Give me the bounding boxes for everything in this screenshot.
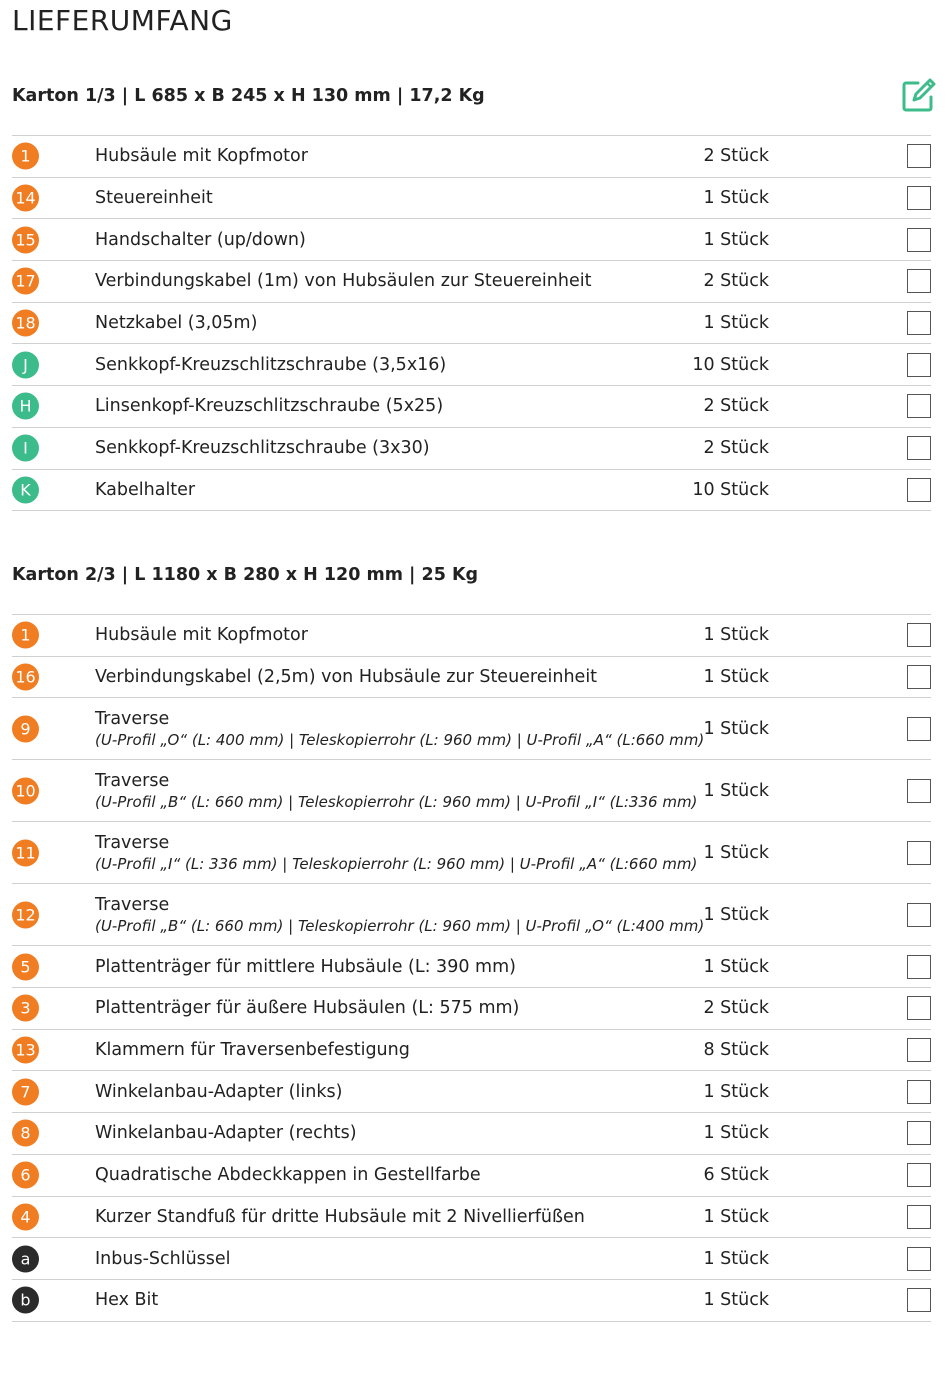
item-quantity: 1 Stück [703,667,769,688]
item-name-label: Senkkopf-Kreuzschlitzschraube (3x30) [95,438,430,459]
table-row [12,946,931,988]
item-name-label: Traverse [95,708,170,729]
table-row [12,1155,931,1197]
item-checkbox[interactable] [907,186,931,210]
item-name [95,271,591,291]
item-quantity: 2 Stück [703,146,769,167]
item-name [95,1290,158,1310]
item-number-badge: H [12,393,39,420]
item-number-badge: I [12,435,39,462]
item-name-label: Winkelanbau-Adapter (rechts) [95,1123,357,1144]
table-row [12,988,931,1030]
item-name [95,1082,342,1102]
item-checkbox[interactable] [907,1205,931,1229]
table-row [12,822,931,884]
item-checkbox[interactable] [907,269,931,293]
item-name-label: Winkelanbau-Adapter (links) [95,1081,343,1102]
item-checkbox[interactable] [907,478,931,502]
item-name-label: Handschalter (up/down) [95,229,306,250]
item-name [95,1165,481,1185]
table-row [12,303,931,345]
item-name-label: Hex Bit [95,1290,159,1311]
item-quantity: 6 Stück [703,1165,769,1186]
item-name-label: Verbindungskabel (2,5m) von Hubsäule zur Steuereinheit [95,667,598,688]
item-name-label: Kabelhalter [95,479,196,500]
table-row [12,760,931,822]
item-quantity: 1 Stück [703,1081,769,1102]
item-quantity: 1 Stück [703,1123,769,1144]
item-checkbox[interactable] [907,353,931,377]
item-name-label: Plattenträger für mittlere Hubsäule (L: 390 mm) [95,956,516,977]
item-quantity: 2 Stück [703,271,769,292]
item-name [95,146,308,166]
item-name-label: Hubsäule mit Kopfmotor [95,146,308,167]
item-name [95,438,430,458]
item-name [95,1123,357,1143]
item-number-badge: b [12,1287,39,1314]
item-name [95,230,306,250]
item-checkbox[interactable] [907,394,931,418]
item-detail: (U-Profil „B“ (L: 660 mm) | Teleskopierrohr (L: 960 mm) | U-Profil „O“ (L:400 mm) [95,916,705,935]
item-name-label: Plattenträger für äußere Hubsäulen (L: 575 mm) [95,998,520,1019]
item-number-badge: 1 [12,143,39,170]
item-quantity: 2 Stück [703,998,769,1019]
table-row [12,470,931,512]
item-number-badge: 6 [12,1162,39,1189]
table-row [12,1238,931,1280]
item-quantity: 1 Stück [703,956,769,977]
item-checkbox[interactable] [907,996,931,1020]
item-checkbox[interactable] [907,1288,931,1312]
table-row [12,1030,931,1072]
item-quantity: 8 Stück [703,1040,769,1061]
table-row [12,1197,931,1239]
item-name [95,313,257,333]
item-number-badge: 3 [12,995,39,1022]
item-name [95,396,443,416]
item-number-badge: 4 [12,1203,39,1230]
item-name-label: Linsenkopf-Kreuzschlitzschraube (5x25) [95,396,444,417]
item-checkbox[interactable] [907,841,931,865]
item-name-label: Hubsäule mit Kopfmotor [95,625,308,646]
item-checkbox[interactable] [907,436,931,460]
item-name [95,957,516,977]
item-name-label: Steuereinheit [95,188,213,209]
item-number-badge: 11 [12,839,39,866]
item-name-label: Traverse [95,770,170,791]
item-checkbox[interactable] [907,311,931,335]
section-karton-2 [12,557,931,1322]
item-name-label: Inbus-Schlüssel [95,1248,231,1269]
item-name [95,1040,410,1060]
item-checkbox[interactable] [907,903,931,927]
item-number-badge: 14 [12,185,39,212]
item-checkbox[interactable] [907,1080,931,1104]
section-title: Karton 2/3 | L 1180 x B 280 x H 120 mm | 25 Kg [12,565,479,585]
item-checkbox[interactable] [907,1163,931,1187]
item-quantity: 1 Stück [703,1290,769,1311]
item-name [95,188,213,208]
item-name-label: Senkkopf-Kreuzschlitzschraube (3,5x16) [95,354,447,375]
item-name-label: Verbindungskabel (1m) von Hubsäulen zur Steuereinheit [95,271,592,292]
item-name [95,998,519,1018]
item-number-badge: 17 [12,268,39,295]
item-name [95,667,597,687]
item-quantity: 1 Stück [703,718,769,739]
item-detail: (U-Profil „I“ (L: 336 mm) | Teleskopierrohr (L: 960 mm) | U-Profil „A“ (L:660 mm) [95,854,698,873]
item-checkbox[interactable] [907,144,931,168]
item-name-label: Kurzer Standfuß für dritte Hubsäule mit 2 Nivellierfüßen [95,1206,585,1227]
item-quantity: 10 Stück [692,354,769,375]
item-detail: (U-Profil „B“ (L: 660 mm) | Teleskopierrohr (L: 960 mm) | U-Profil „I“ (L:336 mm) [95,792,698,811]
item-number-badge: J [12,351,39,378]
table-row [12,1113,931,1155]
item-name-label: Netzkabel (3,05m) [95,313,258,334]
table-row [12,136,931,178]
item-name [95,833,697,873]
item-number-badge: 1 [12,622,39,649]
item-number-badge: 15 [12,226,39,253]
item-name [95,709,704,749]
table-row [12,1071,931,1113]
item-checkbox[interactable] [907,1247,931,1271]
item-quantity: 2 Stück [703,438,769,459]
table-row [12,344,931,386]
item-quantity: 10 Stück [692,479,769,500]
item-number-badge: 9 [12,715,39,742]
item-name [95,895,704,935]
item-quantity: 1 Stück [703,1248,769,1269]
page-title: LIEFERUMFANG [12,4,233,37]
item-quantity: 1 Stück [703,842,769,863]
table-row [12,386,931,428]
item-number-badge: 5 [12,953,39,980]
item-number-badge: 12 [12,901,39,928]
item-checkbox[interactable] [907,1121,931,1145]
item-name [95,771,697,811]
item-name [95,480,195,500]
item-checkbox[interactable] [907,228,931,252]
item-checkbox[interactable] [907,955,931,979]
item-checkbox[interactable] [907,779,931,803]
item-name-label: Klammern für Traversenbefestigung [95,1040,410,1061]
item-name-label: Traverse [95,832,170,853]
section-header [12,78,931,135]
item-number-badge: a [12,1245,39,1272]
item-number-badge: 7 [12,1078,39,1105]
table-row [12,657,931,699]
item-quantity: 2 Stück [703,396,769,417]
section-title: Karton 1/3 | L 685 x B 245 x H 130 mm | 17,2 Kg [12,86,485,106]
item-quantity: 1 Stück [703,313,769,334]
item-name-label: Quadratische Abdeckkappen in Gestellfarbe [95,1165,481,1186]
item-checkbox[interactable] [907,717,931,741]
table-row [12,178,931,220]
item-quantity: 1 Stück [703,188,769,209]
item-quantity: 1 Stück [703,1206,769,1227]
item-quantity: 1 Stück [703,780,769,801]
item-name [95,1249,231,1269]
table-row [12,428,931,470]
item-quantity: 1 Stück [703,625,769,646]
section-karton-1 [12,78,931,511]
item-number-badge: 8 [12,1120,39,1147]
item-checkbox[interactable] [907,623,931,647]
item-quantity: 1 Stück [703,904,769,925]
item-checkbox[interactable] [907,1038,931,1062]
item-list [12,614,931,1322]
item-number-badge: K [12,476,39,503]
item-checkbox[interactable] [907,665,931,689]
table-row [12,261,931,303]
item-list [12,135,931,511]
item-name [95,625,308,645]
section-header [12,557,931,614]
table-row [12,1280,931,1322]
table-row [12,884,931,946]
item-quantity: 1 Stück [703,229,769,250]
item-number-badge: 13 [12,1037,39,1064]
item-number-badge: 18 [12,310,39,337]
table-row [12,219,931,261]
table-row [12,698,931,760]
item-name [95,1207,585,1227]
item-name-label: Traverse [95,894,170,915]
table-row [12,615,931,657]
item-number-badge: 10 [12,777,39,804]
item-detail: (U-Profil „O“ (L: 400 mm) | Teleskopierrohr (L: 960 mm) | U-Profil „A“ (L:660 mm) [95,730,705,749]
item-name [95,355,446,375]
item-number-badge: 16 [12,664,39,691]
